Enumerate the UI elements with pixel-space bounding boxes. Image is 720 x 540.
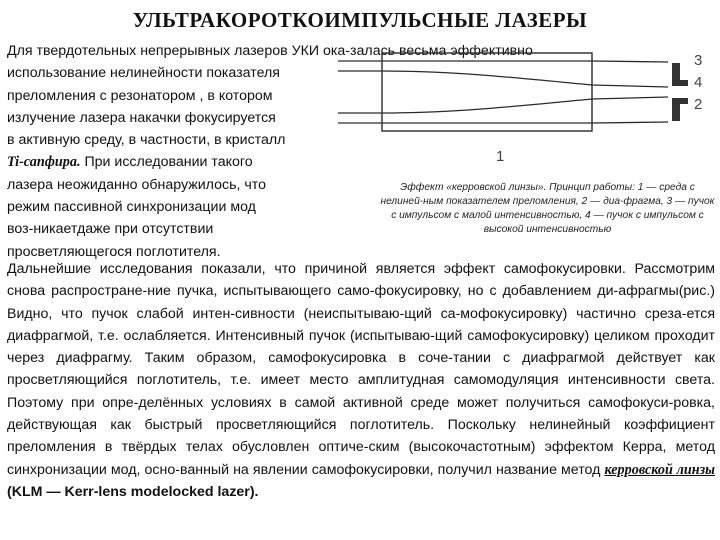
intro-line: просветляющегося поглотителя. xyxy=(7,243,221,260)
page-title: УЛЬТРАКОРОТКОИМПУЛЬСНЫЕ ЛАЗЕРЫ xyxy=(132,8,588,32)
diagram-label-3: 3 xyxy=(694,52,703,69)
intro-first-line: Для твердотельных непрерывных лазеров УКИ ока-залась весьма эффективно xyxy=(7,43,533,59)
main-paragraph xyxy=(7,258,715,503)
weak-beam-upper xyxy=(338,61,668,62)
intro-line: лазера неожиданно обнаружилось, что xyxy=(7,176,266,193)
intro-paragraph xyxy=(7,40,337,263)
diagram-label-1: 1 xyxy=(496,148,505,165)
diagram-label-2: 2 xyxy=(694,96,703,113)
intense-beam-lower xyxy=(338,97,668,113)
intro-term-continuation: При исследовании такого xyxy=(80,154,253,171)
aperture-bottom-base xyxy=(672,98,688,104)
aperture-top-base xyxy=(672,80,688,86)
figure-caption: Эффект «керровской линзы». Принцип работы: 1 — среда с нелиней-ным показателем преломления, 2 — диа-фрагма, 3 — пучок с импульсом с малой интенсивностью, 4 — пучок с импульсом с высокой интенсивностью xyxy=(380,182,715,235)
weak-beam-lower xyxy=(338,122,668,123)
klm-definition: (KLM — Kerr-lens modelocked lazer). xyxy=(7,483,259,500)
intro-line: преломления с резонатором , в котором xyxy=(7,87,273,104)
intro-line: излучение лазера накачки фокусируется xyxy=(7,109,276,126)
intro-line: в активную среду, в частности, в кристалл xyxy=(7,132,286,149)
ti-sapphire-term: Ti-сапфира. xyxy=(7,154,81,171)
kerr-lens-diagram xyxy=(338,49,714,167)
diagram-label-4: 4 xyxy=(694,74,703,91)
intro-line: использование нелинейности показателя xyxy=(7,65,280,82)
kerr-lens-link[interactable]: керровской линзы xyxy=(604,461,715,478)
intro-line-term xyxy=(7,151,337,173)
intro-line: воз-никаетдаже при отсутствии xyxy=(7,221,214,238)
intense-beam-upper xyxy=(338,71,668,87)
intro-line: режим пассивной синхронизации мод xyxy=(7,199,256,216)
main-paragraph-text: Дальнейшие исследования показали, что причиной является эффект самофокусировки. Рассмотрим снова распростране-ние пучка, испытывающего само-фокусировку, но с добавлением ди-афрагмы(рис.) Видно, что пучок слабой интен-сивности (неиспытываю-щий са-мофокусировку) частично среза-ется диафрагмой, т.е. ослабляется. Интенсивный пучок (испытываю-щий самофокусировку) целиком проходит через диафрагму. Таким образом, самофокусировка в соче-тании с диафрагмой действует как просветляющийся поглотитель, т.е. имеет место амплитудная самомодуляция интенсивности света. Поэтому при опре-делённых условиях в самой активной среде может получиться самофокуси-ровка, действующая как быстрый просветляющийся поглотитель. Поскольку нелинейный коэффициент преломления в твёрдых телах обусловлен оптиче-ским (высокочастотным) эффектом Керра, метод синхронизации мод, осно-ванный на явлении самофокусировки, получил название метод xyxy=(7,261,715,478)
nonlinear-medium xyxy=(382,53,592,131)
